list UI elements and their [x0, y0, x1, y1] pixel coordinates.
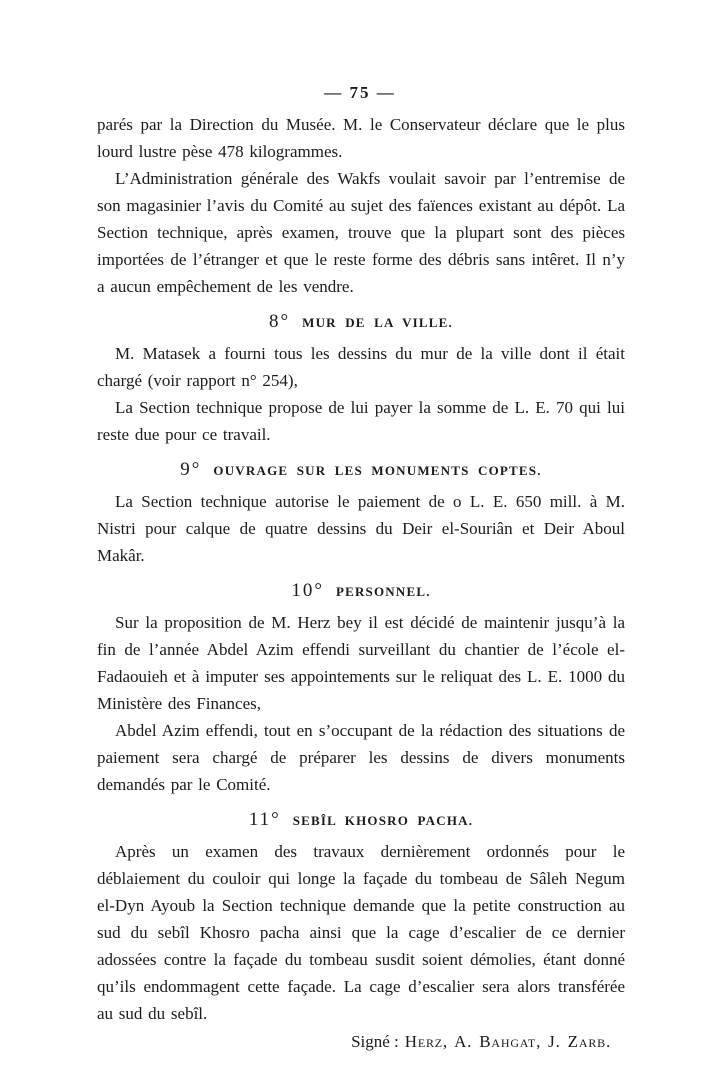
section-8-paragraph-2: La Section technique propose de lui payer la somme de L. E. 70 qui lui reste due pour ce travail.	[97, 398, 625, 444]
text-block	[97, 111, 625, 1055]
section-10-heading	[97, 578, 625, 605]
section-8-title: MUR DE LA VILLE.	[302, 315, 453, 330]
section-8-heading	[97, 309, 625, 336]
section-11-heading	[97, 807, 625, 834]
intro-paragraph-2: L’Administration générale des Wakfs voulait savoir par l’entremise de son magasinier l’avis du Comité au sujet des faïences existant au dépôt. La Section technique, après examen, trouve que la plupart sont des pièces importées de l’étranger et que le reste forme des débris sans intêret. Il n’y a aucun empêchement de les vendre.	[97, 169, 625, 296]
signature-line	[97, 1028, 611, 1055]
section-10-number: 10°	[291, 580, 324, 601]
section-10-title: PERSONNEL.	[335, 584, 431, 599]
section-11-paragraph-1: Après un examen des travaux dernièrement ordonnés pour le déblaiement du couloir qui longe la façade du tombeau de Sâleh Negum el-Dyn Ayoub la Section technique demande que la petite construction au sud du sebîl Khosro pacha ainsi que la cage d’escalier de ce dernier adossées contre la façade du tombeau susdit soient démolies, étant donné qu’ils endommagent cette façade. La cage d’escalier sera alors transférée au sud du sebîl.	[97, 842, 625, 1023]
section-10-paragraph-2: Abdel Azim effendi, tout en s’occupant de la rédaction des situations de paiement sera chargé de préparer les dessins de divers monuments demandés par le Comité.	[97, 721, 625, 794]
intro-paragraph-1: parés par la Direction du Musée. M. le Conservateur déclare que le plus lourd lustre pèse 478 kilogrammes.	[97, 115, 625, 161]
signature-names: Herz, A. Bahgat, J. Zarb.	[404, 1032, 611, 1051]
section-9-title: OUVRAGE SUR LES MONUMENTS COPTES.	[213, 463, 542, 478]
section-10-paragraph-1: Sur la proposition de M. Herz bey il est décidé de maintenir jusqu’à la fin de l’année Abdel Azim effendi surveillant du chantier de l’école el-Fadaouieh et à imputer ses appointements sur le reliquat des L. E. 1000 du Ministère des Finances,	[97, 613, 625, 713]
section-11-title: SEBÎL KHOSRO PACHA.	[292, 813, 474, 828]
section-11-number: 11°	[248, 809, 281, 830]
section-8-number: 8°	[269, 311, 291, 332]
section-9-number: 9°	[180, 459, 202, 480]
section-9-paragraph-1: La Section technique autorise le paiement de o L. E. 650 mill. à M. Nistri pour calque de quatre dessins du Deir el-Souriân et Deir Aboul Makâr.	[97, 492, 625, 565]
section-9-heading	[97, 457, 625, 484]
page-number: — 75 —	[324, 83, 396, 102]
section-8-paragraph-1: M. Matasek a fourni tous les dessins du mur de la ville dont il était chargé (voir rapport n° 254),	[97, 344, 625, 390]
signature-label: Signé :	[351, 1032, 399, 1051]
